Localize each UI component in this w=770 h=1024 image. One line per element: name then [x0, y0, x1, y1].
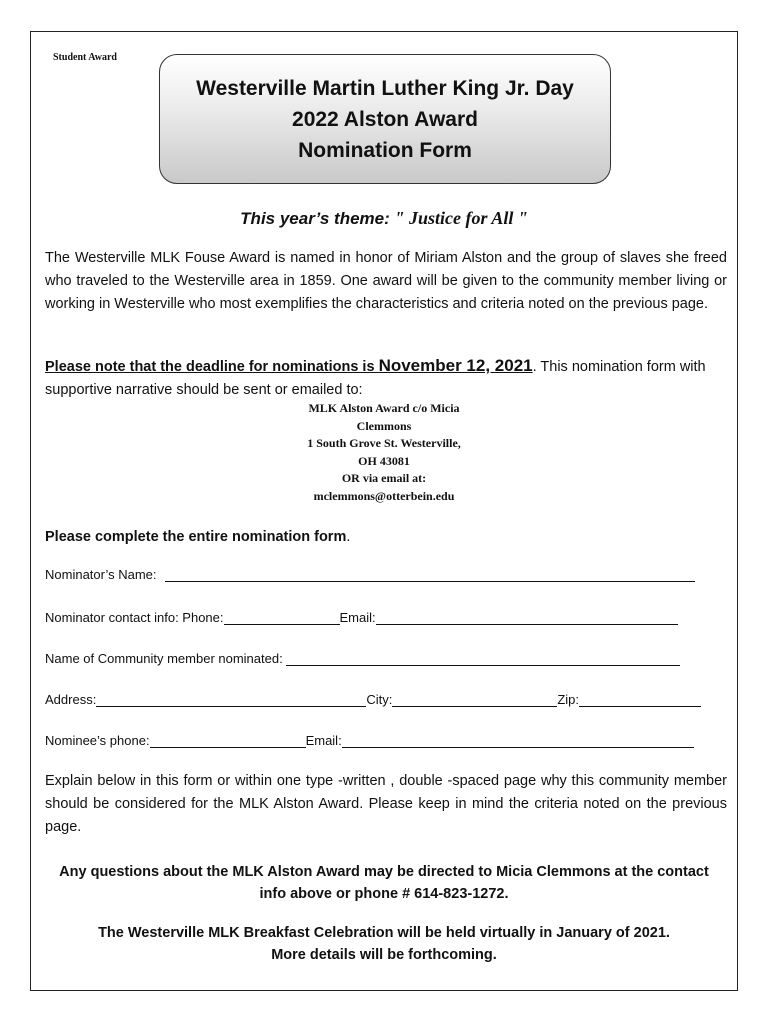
community-member-label: Name of Community member nominated: — [45, 651, 283, 666]
address-line-4: OH 43081 — [358, 453, 410, 468]
zip-label: Zip: — [557, 692, 579, 707]
complete-instruction-period: . — [346, 529, 351, 545]
deadline-date: November 12, 2021 — [378, 356, 533, 375]
explain-paragraph: Explain below in this form or within one type -written , double -spaced page why this community member should be considered for the MLK Alston Award. Please keep in mind the criteria noted on the previous page. — [45, 773, 727, 835]
nominee-email-label: Email: — [305, 733, 342, 748]
nominee-phone-row — [45, 733, 719, 748]
address-label: Address: — [45, 692, 97, 707]
title-line-2: 2022 Alston Award — [292, 107, 478, 131]
address-line-5: OR via email at: — [341, 471, 427, 485]
address-line-3: 1 South Grove St. Westerville, — [307, 436, 461, 450]
complete-instruction-text: Please complete the entire nomination form — [45, 529, 347, 545]
nominee-email-field[interactable] — [342, 733, 694, 748]
nominator-name-row — [45, 567, 717, 582]
mailing-address — [31, 400, 737, 505]
zip-field[interactable] — [579, 692, 701, 707]
intro-paragraph: The Westerville MLK Fouse Award is named in honor of Miriam Alston and the group of slaves she freed who traveled to the Westerville area in 1859. One award will be given to the community member living or working in Westerville who most exemplifies the characteristics and criteria noted on the previous page. — [45, 250, 727, 312]
city-label: City: — [366, 692, 393, 707]
deadline-prefix: Please note that the deadline for nominations is — [45, 359, 379, 375]
address-line-1: MLK Alston Award c/o Micia — [308, 401, 460, 415]
nominator-phone-field[interactable] — [224, 610, 340, 625]
complete-instruction — [45, 529, 350, 545]
nominator-email-field[interactable] — [376, 610, 678, 625]
community-member-field[interactable] — [286, 651, 680, 666]
nominee-phone-label: Nominee’s phone: — [45, 733, 150, 748]
deadline-paragraph — [45, 354, 727, 402]
address-line-2: Clemmons — [356, 418, 412, 433]
nominator-name-label: Nominator’s Name: — [45, 567, 157, 582]
form-page — [30, 31, 738, 991]
questions-line-2: info above or phone # 614-823-1272. — [259, 886, 509, 902]
nominator-phone-label: Nominator contact info: Phone: — [45, 610, 224, 625]
breakfast-note — [31, 922, 737, 966]
nominee-phone-field[interactable] — [150, 733, 306, 748]
questions-note — [31, 861, 737, 905]
theme-prefix: This year’s theme: — [240, 209, 395, 228]
nominator-contact-row — [45, 610, 723, 625]
community-member-row — [45, 651, 721, 666]
title-box — [159, 54, 611, 184]
deadline-rest: . This nomination form with supportive narrative should be sent or emailed to: — [45, 359, 706, 398]
city-field[interactable] — [392, 692, 557, 707]
address-field[interactable] — [96, 692, 366, 707]
address-row — [45, 692, 721, 707]
nominator-name-field[interactable] — [165, 567, 695, 582]
nominator-email-label: Email: — [339, 610, 376, 625]
student-award-label: Student Award — [53, 52, 117, 63]
theme-quote: " Justice for All " — [394, 208, 528, 228]
questions-line-1: Any questions about the MLK Alston Award may be directed to Micia Clemmons at the contact — [59, 864, 709, 880]
theme-line — [31, 208, 737, 229]
address-email[interactable]: mclemmons@otterbein.edu — [313, 488, 455, 503]
title-line-3: Nomination Form — [298, 138, 472, 162]
breakfast-line-2: More details will be forthcoming. — [271, 947, 497, 963]
breakfast-line-1: The Westerville MLK Breakfast Celebration will be held virtually in January of 2021. — [98, 925, 670, 941]
title-line-1: Westerville Martin Luther King Jr. Day — [196, 76, 574, 100]
